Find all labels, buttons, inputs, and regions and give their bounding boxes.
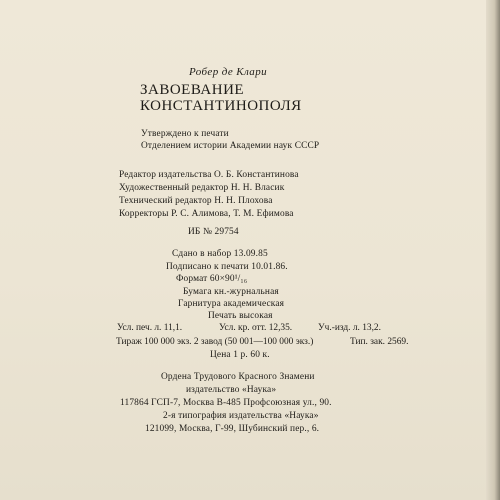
printer-line1: 2-я типография издательства «Наука» xyxy=(163,411,319,421)
sheets-color: Усл. кр. отт. 12,35. xyxy=(219,323,293,333)
approval-line2: Отделением истории Академии наук СССР xyxy=(141,141,320,151)
art-editor-line: Художественный редактор Н. Н. Власик xyxy=(119,183,285,193)
approval-line1: Утверждено к печати xyxy=(141,129,229,139)
sheets-publisher: Уч.-изд. л. 13,2. xyxy=(318,323,381,333)
format-line: Формат 60×90¹/₁₆ xyxy=(176,274,248,284)
order-number: Тип. зак. 2569. xyxy=(350,337,409,347)
publisher-line1: Ордена Трудового Красного Знамени xyxy=(161,372,315,382)
book-author: Робер де Клари xyxy=(189,66,268,78)
publisher-line2: издательство «Наука» xyxy=(186,385,277,395)
typeset-date: Сдано в набор 13.09.85 xyxy=(172,249,268,259)
typeface-line: Гарнитура академическая xyxy=(178,299,285,309)
publisher-address: 117864 ГСП-7, Москва В-485 Профсоюзная ул., 90. xyxy=(120,398,332,408)
proofreaders-line: Корректоры Р. С. Алимова, Т. М. Ефимова xyxy=(119,209,294,219)
sheets-row xyxy=(0,323,500,335)
editor-line: Редактор издательства О. Б. Константинова xyxy=(119,170,299,180)
book-title-line2: КОНСТАНТИНОПОЛЯ xyxy=(140,98,302,114)
print-run: Тираж 100 000 экз. 2 завод (50 001—100 000 экз.) xyxy=(116,337,314,347)
printer-address: 121099, Москва, Г-99, Шубинский пер., 6. xyxy=(145,424,320,434)
price-line: Цена 1 р. 60 к. xyxy=(210,350,270,360)
sheets-printed: Усл. печ. л. 11,1. xyxy=(117,323,183,333)
paper-line: Бумага кн.-журнальная xyxy=(183,287,279,297)
ib-number: ИБ № 29754 xyxy=(188,227,239,237)
print-run-row xyxy=(0,337,500,349)
printing-line: Печать высокая xyxy=(208,311,273,321)
signed-date: Подписано к печати 10.01.86. xyxy=(166,262,288,272)
tech-editor-line: Технический редактор Н. Н. Плохова xyxy=(119,196,273,206)
book-title-line1: ЗАВОЕВАНИЕ xyxy=(140,82,245,98)
page-edge-shadow xyxy=(486,0,500,500)
